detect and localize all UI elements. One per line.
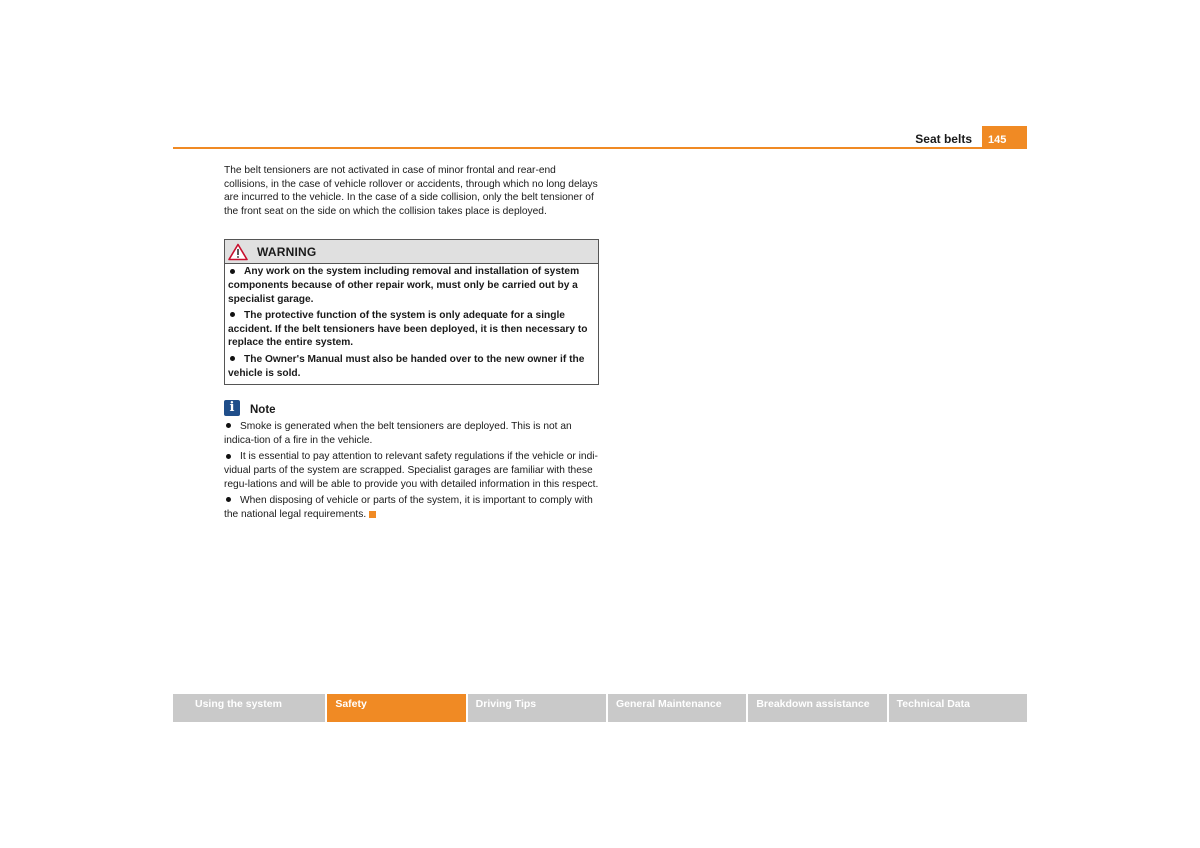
- info-icon: i: [224, 400, 240, 416]
- note-item-text: It is essential to pay attention to relevant safety regulations if the vehicle or indi-vidual parts of the system are scrapped. Specialist garages are familiar with these regu-lations and will be able to provide you with detailed information in this respect.: [224, 451, 599, 490]
- warning-item: [228, 309, 595, 350]
- note-item: [224, 450, 599, 491]
- note-title: Note: [250, 404, 276, 417]
- nav-tab-driving-tips[interactable]: Driving Tips: [468, 694, 606, 722]
- warning-title: WARNING: [257, 244, 317, 259]
- nav-tab-technical-data[interactable]: Technical Data: [889, 694, 1027, 722]
- warning-item-text: The protective function of the system is only adequate for a single accident. If the belt tensioners have been deployed, it is then necessary to replace the entire system.: [228, 310, 588, 349]
- note-item-text: When disposing of vehicle or parts of the system, it is important to comply with the national legal requirements.: [224, 495, 593, 520]
- bullet-icon: [226, 454, 231, 459]
- bullet-icon: [230, 312, 235, 317]
- section-end-marker-icon: [369, 511, 376, 518]
- section-title: Seat belts: [915, 132, 972, 146]
- page-number: 145: [982, 126, 1027, 148]
- note-header: [224, 398, 599, 418]
- bullet-icon: [226, 497, 231, 502]
- header-rule: [173, 147, 1027, 149]
- nav-tab-general-maintenance[interactable]: General Maintenance: [608, 694, 746, 722]
- bullet-icon: [230, 356, 235, 361]
- warning-header: [225, 240, 598, 264]
- note-item: [224, 420, 599, 447]
- warning-triangle-icon: [228, 243, 248, 261]
- warning-item: [228, 353, 595, 380]
- content-column: [224, 164, 599, 524]
- warning-item-text: Any work on the system including removal and installation of system components because of other repair work, must only be carried out by a specialist garage.: [228, 266, 580, 305]
- nav-tab-safety[interactable]: Safety: [327, 694, 465, 722]
- warning-body: [225, 264, 598, 384]
- note-item-text: Smoke is generated when the belt tensioners are deployed. This is not an indica-tion of a fire in the vehicle.: [224, 421, 572, 446]
- bullet-icon: [230, 269, 235, 274]
- warning-item-text: The Owner's Manual must also be handed over to the new owner if the vehicle is sold.: [228, 353, 585, 379]
- nav-tab-using-the-system[interactable]: Using the system: [173, 694, 325, 722]
- intro-paragraph: The belt tensioners are not activated in case of minor frontal and rear-end collisions, in the case of vehicle rollover or accidents, through which no long delays are incurred to the vehicle. In the case of a side collision, only the belt tensioner of the front seat on the side on which the collision takes place is deployed.: [224, 165, 598, 217]
- nav-tab-breakdown-assistance[interactable]: Breakdown assistance: [748, 694, 886, 722]
- bullet-icon: [226, 423, 231, 428]
- chapter-nav: [173, 694, 1027, 722]
- warning-box: [224, 239, 599, 385]
- warning-item: [228, 265, 595, 306]
- note-item: [224, 494, 599, 521]
